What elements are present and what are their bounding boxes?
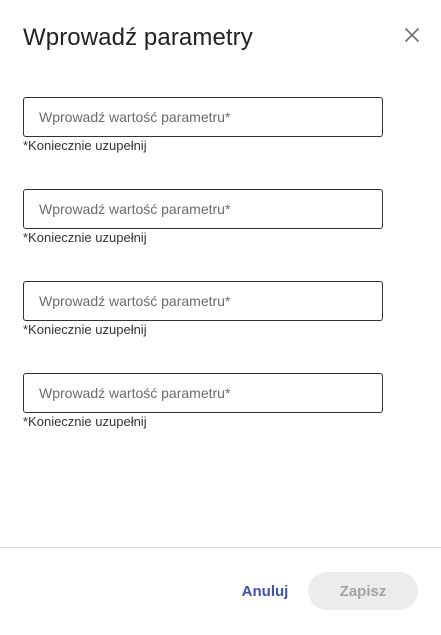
required-hint-4: *Koniecznie uzupełnij xyxy=(23,414,147,429)
footer-divider xyxy=(0,547,441,548)
parameter-input-2[interactable] xyxy=(23,189,383,229)
required-hint-1: *Koniecznie uzupełnij xyxy=(23,138,147,153)
dialog-title: Wprowadź parametry xyxy=(23,24,253,51)
parameter-field-2 xyxy=(23,189,383,246)
parameter-field-4 xyxy=(23,373,383,430)
parameter-field-3 xyxy=(23,281,383,338)
close-icon xyxy=(405,28,419,42)
parameter-input-4[interactable] xyxy=(23,373,383,413)
parameter-input-3[interactable] xyxy=(23,281,383,321)
parameter-input-1[interactable] xyxy=(23,97,383,137)
required-hint-2: *Koniecznie uzupełnij xyxy=(23,230,147,245)
close-button[interactable] xyxy=(401,24,423,46)
cancel-button[interactable]: Anuluj xyxy=(232,574,298,608)
required-hint-3: *Koniecznie uzupełnij xyxy=(23,322,147,337)
parameter-field-1 xyxy=(23,97,383,154)
save-button[interactable]: Zapisz xyxy=(308,572,418,610)
